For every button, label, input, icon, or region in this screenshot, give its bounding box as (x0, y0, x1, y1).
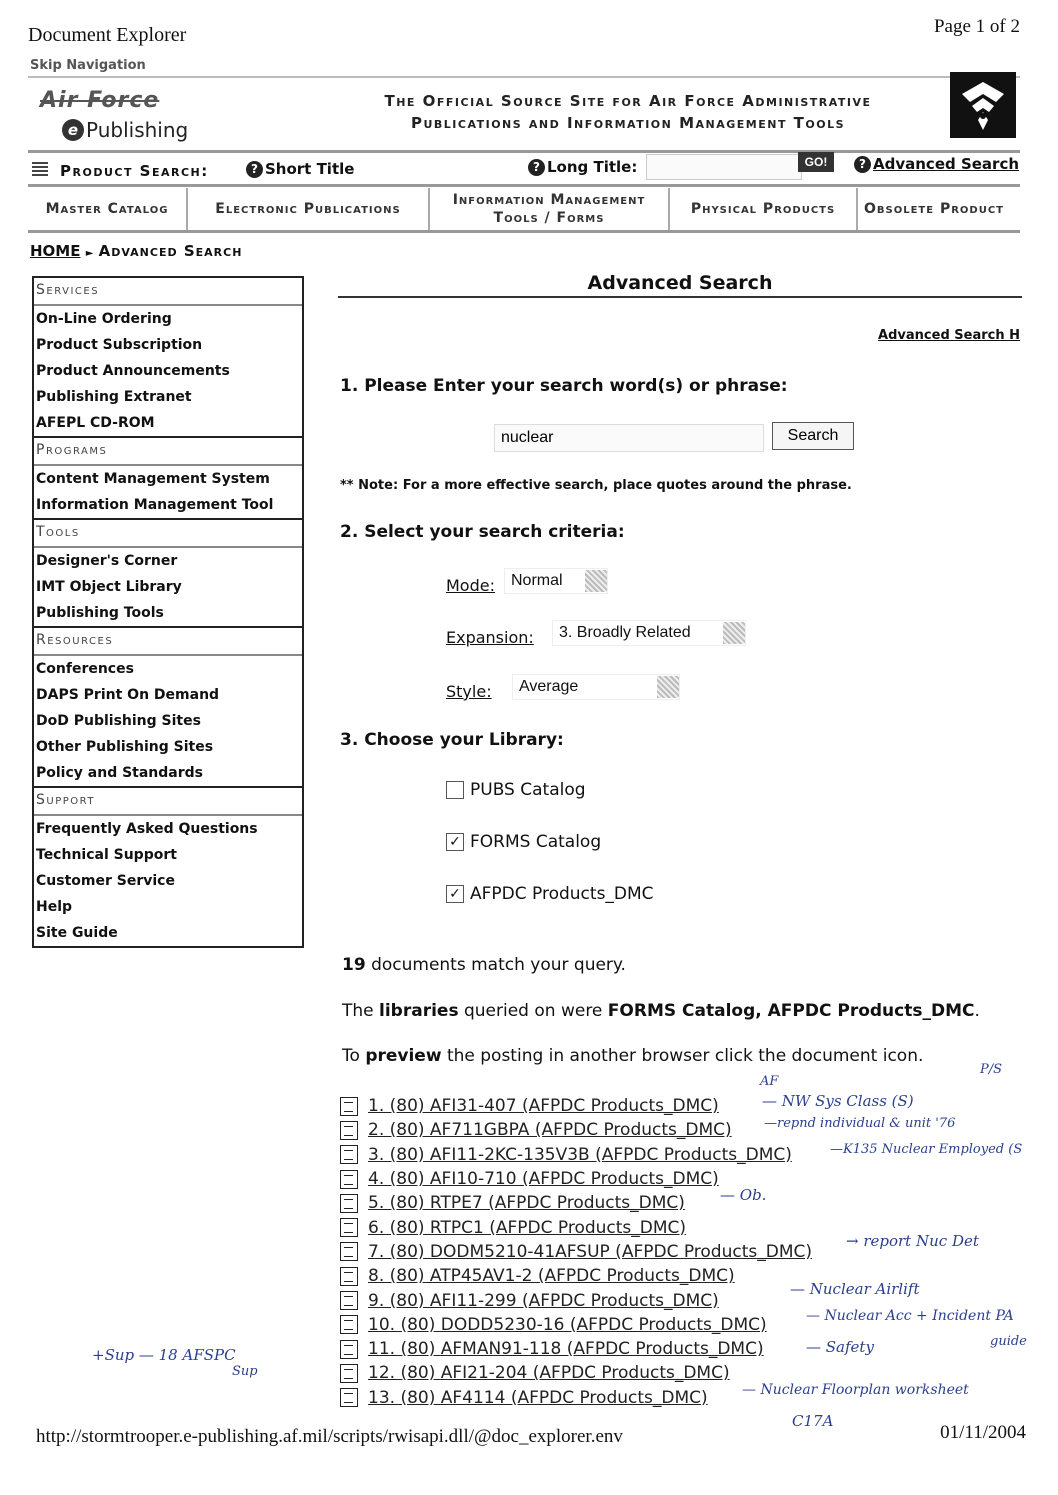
result-link[interactable]: 5. (80) RTPE7 (AFPDC Products_DMC) (368, 1193, 685, 1214)
site-banner (28, 76, 1020, 153)
step-2-heading: 2. Select your search criteria: (340, 522, 625, 542)
result-link[interactable]: 6. (80) RTPC1 (AFPDC Products_DMC) (368, 1217, 687, 1238)
afpdc-products-label: AFPDC Products_DMC (470, 884, 654, 904)
document-icon[interactable] (340, 1194, 358, 1213)
document-icon[interactable] (340, 1388, 358, 1407)
result-link[interactable]: 13. (80) AF4114 (AFPDC Products_DMC) (368, 1387, 708, 1408)
breadcrumb (30, 242, 242, 260)
print-page-number: Page 1 of 2 (933, 16, 1020, 37)
handwritten-note: — Ob. (720, 1186, 767, 1204)
main-navigation-tabs (28, 188, 1020, 233)
style-label: Style: (446, 682, 492, 701)
step-3-heading: 3. Choose your Library: (340, 730, 564, 750)
mode-selected-value: Normal (511, 572, 563, 589)
list-item (340, 1288, 812, 1312)
sidebar-section-tools: Tools (34, 518, 302, 548)
sidebar-item-content-management-system[interactable]: Content Management System (36, 471, 270, 487)
advanced-search-help-link[interactable]: Advanced Search H (878, 328, 1020, 343)
handwritten-note: AF (760, 1074, 779, 1089)
results-list (340, 1094, 812, 1410)
step-1-heading: 1. Please Enter your search word(s) or phrase: (340, 376, 788, 396)
list-item (340, 1264, 812, 1288)
sidebar-item-product-announcements[interactable]: Product Announcements (36, 363, 230, 379)
document-icon[interactable] (340, 1340, 358, 1359)
sidebar-item-publishing-extranet[interactable]: Publishing Extranet (36, 389, 192, 405)
expansion-select[interactable] (552, 620, 746, 646)
result-link[interactable]: 7. (80) DODM5210-41AFSUP (AFPDC Products_DMC) (368, 1241, 813, 1262)
dropdown-arrow-icon[interactable] (723, 622, 745, 644)
page-title: Advanced Search (338, 272, 1022, 298)
sidebar-item-other-publishing-sites[interactable]: Other Publishing Sites (36, 739, 214, 755)
logo-publishing-label: Publishing (86, 118, 189, 142)
print-footer-date: 01/11/2004 (940, 1422, 1026, 1443)
short-title-option[interactable] (246, 160, 354, 178)
tab-electronic-publications[interactable]: Electronic Publications (188, 188, 430, 230)
list-item (340, 1215, 812, 1239)
sidebar-item-dod-publishing-sites[interactable]: DoD Publishing Sites (36, 713, 201, 729)
list-item (340, 1118, 812, 1142)
sidebar-item-conferences[interactable]: Conferences (36, 661, 134, 677)
style-select[interactable] (512, 674, 680, 700)
sidebar-item-policy-and-standards[interactable]: Policy and Standards (36, 765, 204, 781)
long-title-label: Long Title: (547, 158, 638, 176)
handwritten-note: — Nuclear Floorplan worksheet (742, 1382, 969, 1398)
document-icon[interactable] (340, 1267, 358, 1286)
sidebar-item-help[interactable]: Help (36, 899, 73, 915)
result-link[interactable]: 12. (80) AFI21-204 (AFPDC Products_DMC) (368, 1363, 730, 1384)
product-search-label: Product Search: (60, 162, 209, 180)
help-icon[interactable]: ? (246, 161, 263, 178)
document-icon[interactable] (340, 1315, 358, 1334)
sidebar-section-programs: Programs (34, 436, 302, 466)
mode-select[interactable] (504, 568, 608, 594)
results-libraries (342, 1001, 980, 1021)
tagline-line-1: The Official Source Site for Air Force Administrative (384, 92, 872, 110)
results-count-number: 19 (342, 955, 366, 975)
sidebar-item-imt-object-library[interactable]: IMT Object Library (36, 579, 182, 595)
help-icon[interactable]: ? (528, 159, 545, 176)
result-link[interactable]: 9. (80) AFI11-299 (AFPDC Products_DMC) (368, 1290, 719, 1311)
result-link[interactable]: 1. (80) AFI31-407 (AFPDC Products_DMC) (368, 1096, 719, 1117)
sidebar-item-designers-corner[interactable]: Designer's Corner (36, 553, 178, 569)
results-libs-prefix: The (342, 1001, 380, 1021)
handwritten-note: → report Nuc Det (846, 1232, 979, 1250)
document-icon[interactable] (340, 1218, 358, 1237)
sidebar-item-product-subscription[interactable]: Product Subscription (36, 337, 203, 353)
handwritten-note: — Nuclear Airlift (790, 1280, 920, 1298)
advanced-search-link-label: Advanced Search (873, 155, 1020, 173)
forms-catalog-checkbox[interactable]: ✓ (446, 833, 464, 851)
sidebar-section-services: Services (34, 278, 302, 306)
skip-navigation-link[interactable]: Skip Navigation (30, 58, 146, 73)
results-count-text: documents match your query. (365, 955, 626, 975)
search-button[interactable]: Search (772, 422, 854, 450)
list-item (340, 1143, 812, 1167)
product-search-bar (28, 150, 1020, 187)
results-libs-end: . (974, 1001, 980, 1021)
result-link[interactable]: 8. (80) ATP45AV1-2 (AFPDC Products_DMC) (368, 1266, 735, 1287)
search-input[interactable] (494, 424, 764, 452)
sidebar-section-resources: Resources (34, 626, 302, 656)
document-icon[interactable] (340, 1242, 358, 1261)
advanced-search-link[interactable] (854, 155, 1019, 173)
tab-information-management-tools[interactable] (430, 188, 670, 230)
document-icon[interactable] (340, 1291, 358, 1310)
result-link[interactable]: 4. (80) AFI10-710 (AFPDC Products_DMC) (368, 1169, 719, 1190)
expansion-selected-value: 3. Broadly Related (559, 624, 691, 641)
long-title-option[interactable] (528, 158, 637, 176)
document-icon[interactable] (340, 1364, 358, 1383)
result-link[interactable]: 3. (80) AFI11-2KC-135V3B (AFPDC Products_DMC) (368, 1144, 792, 1165)
dropdown-arrow-icon[interactable] (585, 570, 607, 592)
breadcrumb-arrow-icon: ► (85, 248, 94, 259)
result-link[interactable]: 2. (80) AF711GBPA (AFPDC Products_DMC) (368, 1120, 732, 1141)
handwritten-note: C17A (792, 1412, 834, 1430)
e-logo-icon: e (62, 119, 84, 141)
go-button[interactable]: GO! (798, 152, 834, 172)
list-item (340, 1313, 812, 1337)
print-document-title: Document Explorer (28, 24, 187, 46)
tab-imt-label-line-2: Tools / Forms (493, 210, 605, 226)
sidebar-item-publishing-tools[interactable]: Publishing Tools (36, 605, 164, 621)
expansion-label: Expansion: (446, 628, 534, 647)
sidebar-item-daps-print-on-demand[interactable]: DAPS Print On Demand (36, 687, 220, 703)
dropdown-arrow-icon[interactable] (657, 676, 679, 698)
sidebar-item-online-ordering[interactable]: On-Line Ordering (36, 311, 172, 327)
library-option-forms-catalog (446, 832, 601, 852)
library-option-pubs-catalog (446, 780, 586, 800)
preview-prefix: To (342, 1046, 366, 1066)
results-libs-mid: queried on were (458, 1001, 608, 1021)
pubs-catalog-checkbox[interactable] (446, 781, 464, 799)
handwritten-note: —repnd individual & unit '76 (764, 1116, 956, 1131)
pubs-catalog-label: PUBS Catalog (470, 780, 586, 800)
tab-obsolete-products[interactable]: Obsolete Product (864, 201, 1004, 217)
list-menu-icon (32, 162, 48, 176)
result-link[interactable]: 11. (80) AFMAN91-118 (AFPDC Products_DMC) (368, 1339, 764, 1360)
handwritten-note: — Nuclear Acc + Incident PA (806, 1308, 1014, 1324)
document-icon[interactable] (340, 1170, 358, 1189)
handwritten-note: — Safety (806, 1338, 874, 1356)
sidebar (32, 276, 304, 948)
air-force-epublishing-logo[interactable] (34, 82, 194, 146)
short-title-label: Short Title (265, 160, 355, 178)
list-item (340, 1337, 812, 1361)
print-footer-url: http://stormtrooper.e-publishing.af.mil/scripts/rwisapi.dll/@doc_explorer.env (36, 1426, 623, 1447)
results-libs-names: FORMS Catalog, AFPDC Products_DMC (607, 1001, 975, 1021)
tab-master-catalog[interactable]: Master Catalog (28, 188, 188, 230)
sidebar-item-customer-service[interactable]: Customer Service (36, 873, 175, 889)
forms-catalog-label: FORMS Catalog (470, 832, 602, 852)
logo-air-force-text: Air Force (40, 88, 160, 113)
sidebar-item-afepl-cd-rom[interactable]: AFEPL CD-ROM (36, 415, 155, 431)
mode-label: Mode: (446, 576, 495, 595)
sidebar-item-information-management-tool[interactable]: Information Management Tool (36, 497, 274, 513)
library-option-afpdc-products (446, 884, 654, 904)
results-preview-instructions (342, 1046, 923, 1066)
style-selected-value: Average (519, 678, 579, 695)
sidebar-item-site-guide[interactable]: Site Guide (36, 925, 118, 941)
document-icon[interactable] (340, 1097, 358, 1116)
results-count (342, 955, 626, 975)
tab-physical-products[interactable]: Physical Products (670, 188, 858, 230)
help-icon[interactable]: ? (854, 156, 871, 173)
handwritten-note: +Sup — 18 AFSPC (92, 1346, 236, 1364)
handwritten-note: Sup (232, 1364, 258, 1379)
air-force-emblem-icon (950, 72, 1016, 138)
result-link[interactable]: 10. (80) DODD5230-16 (AFPDC Products_DMC) (368, 1314, 767, 1335)
search-note: ** Note: For a more effective search, place quotes around the phrase. (340, 478, 852, 493)
long-title-input[interactable] (646, 154, 802, 180)
breadcrumb-current: Advanced Search (98, 242, 243, 260)
handwritten-note: P/S (980, 1062, 1003, 1077)
document-icon[interactable] (340, 1121, 358, 1140)
sidebar-section-support: Support (34, 786, 302, 816)
banner-tagline (338, 90, 918, 134)
list-item (340, 1094, 812, 1118)
sidebar-item-technical-support[interactable]: Technical Support (36, 847, 177, 863)
results-libs-word: libraries (379, 1001, 459, 1021)
sidebar-item-faq[interactable]: Frequently Asked Questions (36, 821, 258, 837)
handwritten-note: —K135 Nuclear Employed (S (830, 1142, 1023, 1157)
logo-publishing-text (62, 118, 188, 142)
afpdc-products-checkbox[interactable]: ✓ (446, 885, 464, 903)
handwritten-note: guide (990, 1334, 1027, 1349)
tagline-line-2: Publications and Information Management Tools (410, 114, 846, 132)
breadcrumb-home-link[interactable]: HOME (30, 242, 81, 260)
list-item (340, 1240, 812, 1264)
tab-imt-label-line-1: Information Management (452, 192, 646, 208)
preview-rest: the posting in another browser click the document icon. (441, 1046, 924, 1066)
handwritten-note: — NW Sys Class (S) (762, 1092, 914, 1110)
document-icon[interactable] (340, 1145, 358, 1164)
preview-word: preview (365, 1046, 442, 1066)
